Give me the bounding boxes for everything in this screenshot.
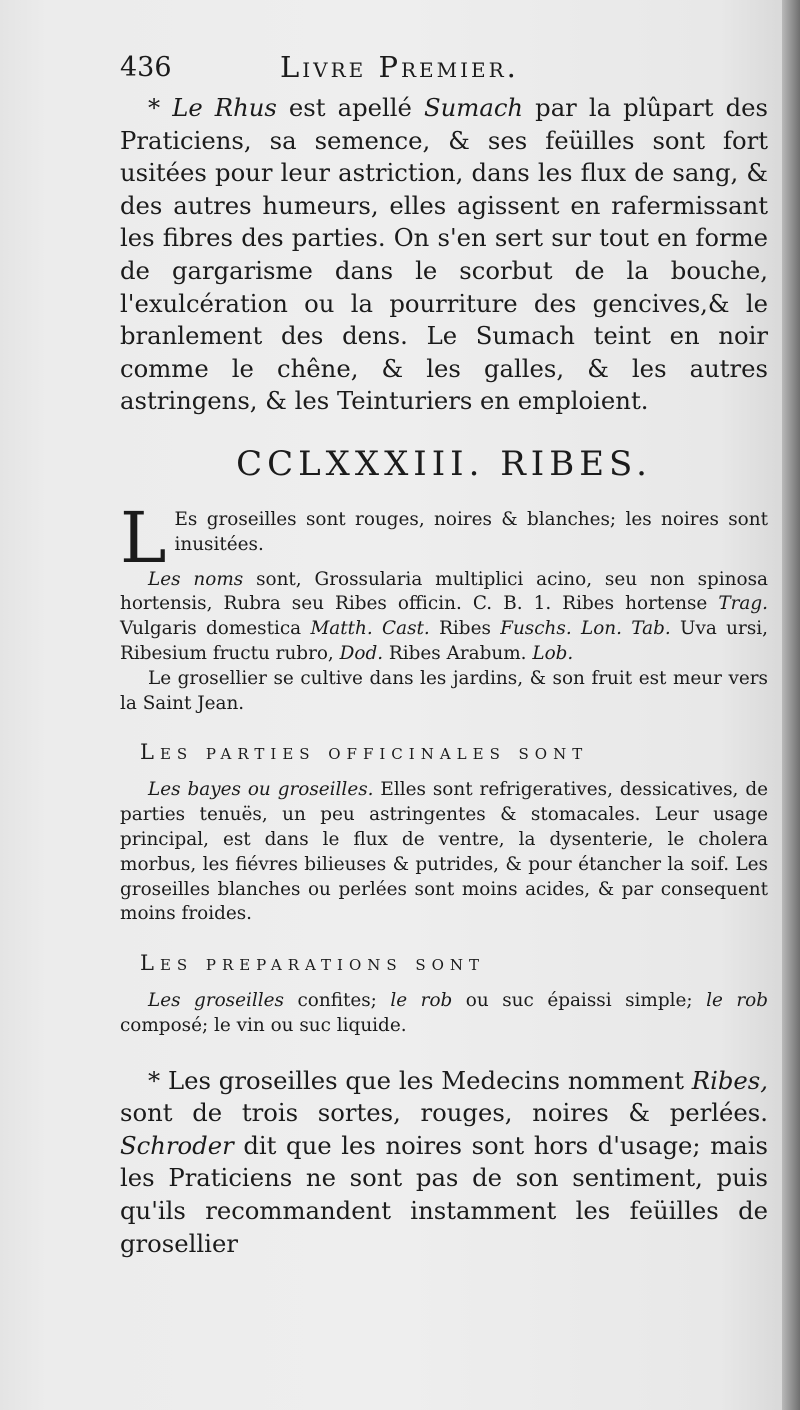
paragraph-cultivation: Le grosellier se cultive dans les jardins, & son fruit est meur vers la Saint Jean. [120,667,768,714]
label-berries: Les bayes ou groseilles. [148,779,374,801]
term-sumach: Sumach [424,93,524,122]
asterisk-mark: * [148,1065,168,1095]
page-edge-shadow [782,0,800,1410]
text-run: Les groseilles que les Medecins nomment [167,1065,692,1095]
text-run: confites; [283,990,391,1012]
term-rhus: Le Rhus [172,93,277,122]
text-run: Elles sont refrigeratives, dessicatives, de parties tenuës, un peu astringentes & stomacales. Leur usage principal, est dans le flux de ventre, la dysenterie, le cholera morbus, les fiévres bilieuses & putrides, & pour étancher la soif. Les groseilles blanches ou perlées sont moins acides, & par consequent moins froides. [120,779,768,925]
author-schroder: Schroder [120,1130,234,1160]
text-run: Es groseilles sont rouges, noires & blanches; les noires sont inusitées. [174,508,768,555]
text-run: composé; le vin ou suc liquide. [120,1014,407,1036]
text-run: est apellé [276,93,424,122]
paragraph-rhus [120,92,768,418]
paragraph-preparations [120,989,768,1039]
asterisk-mark: * [148,93,173,122]
label-rob: le rob [390,990,453,1012]
text-run: par la plûpart des Praticiens, sa semence, & ses feüilles sont fort usitées pour leur astriction, dans les flux de sang, & des autres humeurs, elles agissent en rafermissant les fibres des parties. On s'en sert sur tout en forme de gargarisme dans le scorbut de la bouche, l'exulcération ou la pourriture des gencives,& le branlement des dens. Le Sumach teint en noir comme le chêne, & les galles, & les autres astringens, & les Teinturiers en emploient. [120,93,769,416]
text-run: Ribes [429,618,501,640]
term-ribes: Ribes, [691,1065,768,1095]
text-run: Uva ursi, Ribesium fructu rubro, [120,618,768,664]
heading-preparations: Les preparations sont [140,951,486,976]
drop-cap: L [120,496,167,579]
author-abbrev: Dod. [339,642,384,664]
paragraph-names [120,568,768,667]
text-run: sont de trois sortes, rouges, noires & perlées. [120,1098,768,1128]
text-run: Ribes Arabum. [383,642,533,664]
author-abbrev: Lob. [532,642,574,664]
label-groseilles: Les groseilles [148,990,284,1012]
label-names: Les noms [148,568,244,590]
heading-officinal: Les parties officinales sont [140,740,589,765]
label-rob: le rob [706,990,769,1012]
paragraph-officinal [120,778,768,927]
author-abbrev: Trag. [718,593,768,615]
text-run: sont, Grossularia multiplici acino, seu non spinosa hortensis, Rubra seu Ribes officin. C. B. 1. Ribes hortense [120,568,768,615]
text-run: Vulgaris domestica [120,618,311,640]
chapter-title: CCLXXXIII. RIBES. [236,443,652,484]
running-title: Livre Premier. [280,50,519,84]
page-header [120,48,768,92]
paragraph-note [120,1065,768,1261]
text-run: ou suc épaissi simple; [452,990,707,1012]
author-abbrev: Matth. Cast. [310,618,430,640]
text-column [120,48,768,1260]
text-run: dit que les noires sont hors d'usage; mais les Praticiens ne sont pas de son sentiment, puis qu'ils recommandent instamment les feüilles de grosellier [120,1130,768,1258]
page-number: 436 [120,52,172,83]
author-abbrev: Fuschs. Lon. Tab. [500,618,671,640]
